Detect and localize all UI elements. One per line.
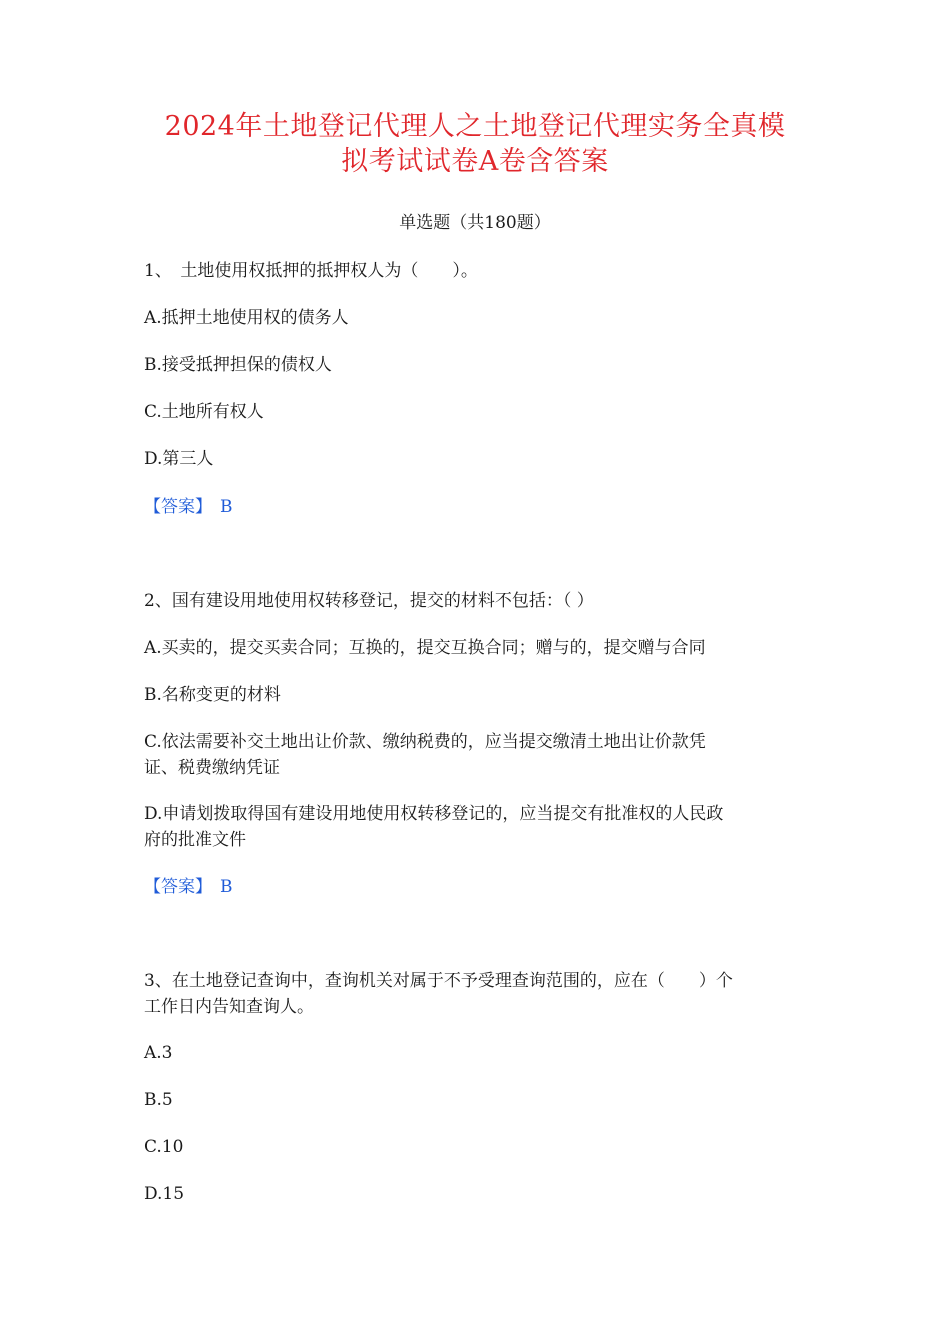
question-2-option-c-line-2: 证、税费缴纳凭证 bbox=[144, 758, 280, 778]
question-3-option-c: C.10 bbox=[144, 1137, 184, 1157]
question-3-option-b: B.5 bbox=[144, 1090, 173, 1110]
question-1-option-b: B.接受抵押担保的债权人 bbox=[144, 355, 332, 375]
question-1-option-a: A.抵押土地使用权的债务人 bbox=[144, 308, 349, 328]
answer-label: 【答案】 bbox=[144, 877, 212, 897]
question-2-option-a: A.买卖的，提交买卖合同；互换的，提交互换合同；赠与的，提交赠与合同 bbox=[144, 638, 706, 658]
question-2-answer bbox=[144, 874, 824, 900]
question-3-stem-line-2: 工作日内告知查询人。 bbox=[144, 997, 314, 1017]
section-heading: 单选题（共180题） bbox=[399, 213, 551, 233]
document-title-line-1: 2024年土地登记代理人之土地登记代理实务全真模 bbox=[164, 111, 786, 142]
question-2-option-d-line-2: 府的批准文件 bbox=[144, 830, 246, 850]
question-2-stem: 2、国有建设用地使用权转移登记，提交的材料不包括：（ ） bbox=[144, 591, 594, 611]
question-3-option-d: D.15 bbox=[144, 1184, 185, 1204]
question-1-option-c: C.土地所有权人 bbox=[144, 402, 264, 422]
question-2-option-d-line-1: D.申请划拨取得国有建设用地使用权转移登记的，应当提交有批准权的人民政 bbox=[144, 804, 724, 824]
question-1-stem: 1、 土地使用权抵押的抵押权人为（ ）。 bbox=[144, 261, 478, 281]
document-title-line-2: 拟考试试卷A卷含答案 bbox=[341, 146, 609, 177]
question-1-answer bbox=[144, 494, 824, 520]
answer-value: B bbox=[220, 877, 233, 897]
question-3-option-a: A.3 bbox=[144, 1043, 173, 1063]
question-3-stem-line-1: 3、在土地登记查询中，查询机关对属于不予受理查询范围的，应在（ ）个 bbox=[144, 971, 733, 991]
answer-label: 【答案】 bbox=[144, 497, 212, 517]
answer-value: B bbox=[220, 497, 233, 517]
question-2-option-b: B.名称变更的材料 bbox=[144, 685, 281, 705]
question-2-option-c-line-1: C.依法需要补交土地出让价款、缴纳税费的，应当提交缴清土地出让价款凭 bbox=[144, 732, 706, 752]
question-1-option-d: D.第三人 bbox=[144, 449, 214, 469]
